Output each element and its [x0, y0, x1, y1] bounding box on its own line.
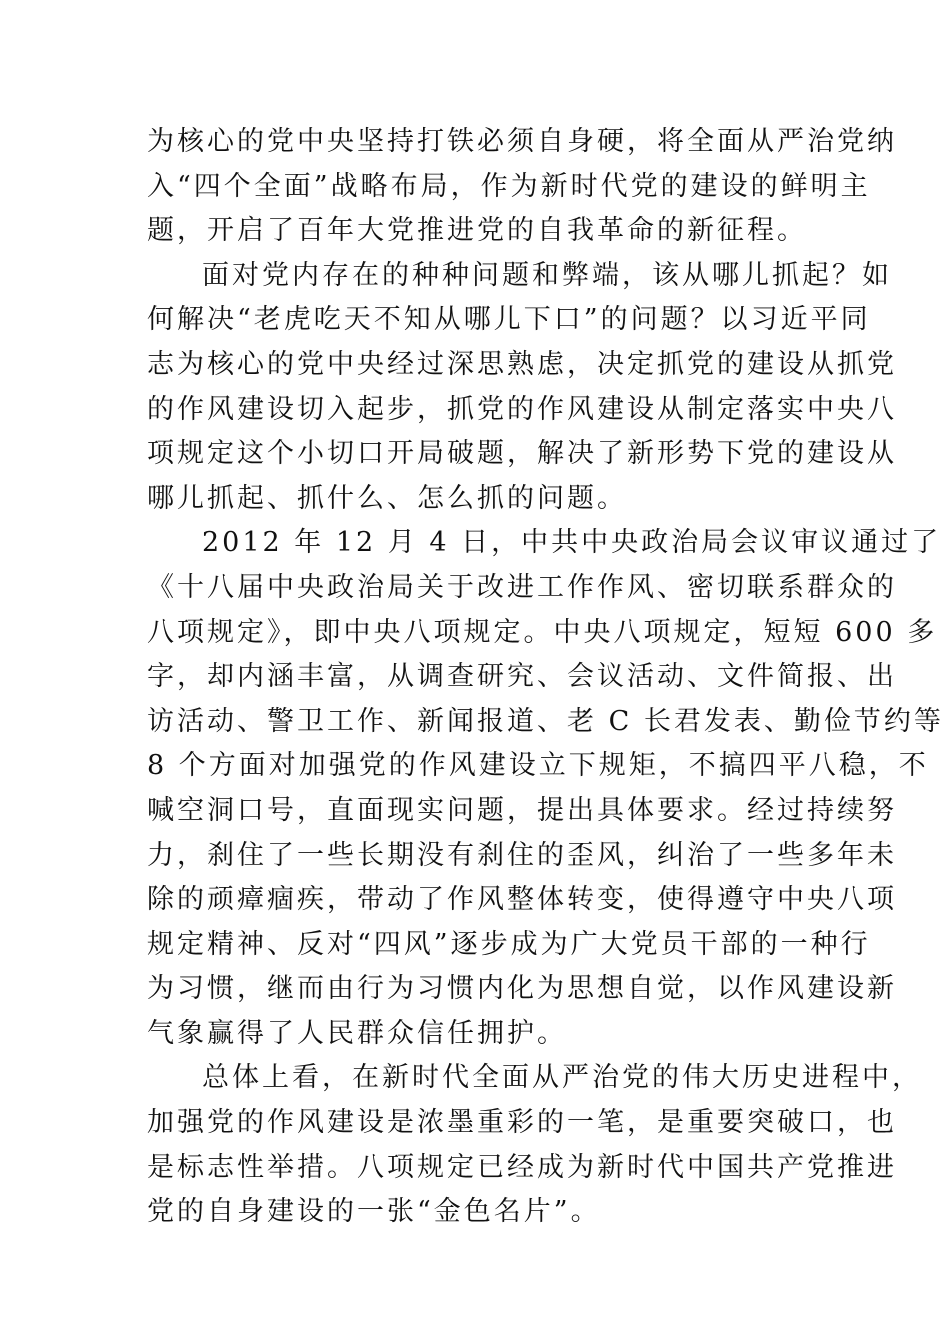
text-line: 力，刹住了一些长期没有刹住的歪风，纠治了一些多年未 [147, 839, 897, 871]
paragraph-start-line: 面对党内存在的种种问题和弊端，该从哪儿抓起？如 [202, 259, 892, 291]
text-line: 字，却内涵丰富，从调查研究、会议活动、文件简报、出 [147, 661, 897, 693]
body-text [147, 120, 944, 1235]
text-line: 题，开启了百年大党推进党的自我革命的新征程。 [147, 215, 807, 247]
text-line: 项规定这个小切口开局破题，解决了新形势下党的建设从 [147, 438, 897, 470]
text-line: 8 个方面对加强党的作风建设立下规矩，不搞四平八稳，不 [147, 750, 929, 782]
text-line: 《十八届中央政治局关于改进工作作风、密切联系群众的 [147, 571, 897, 603]
text-line: 入“四个全面”战略布局，作为新时代党的建设的鲜明主 [147, 170, 871, 202]
text-line: 志为核心的党中央经过深思熟虑，决定抓党的建设从抓党 [147, 348, 897, 380]
text-line: 是标志性举措。八项规定已经成为新时代中国共产党推进 [147, 1151, 897, 1183]
text-line: 气象赢得了人民群众信任拥护。 [147, 1017, 567, 1049]
text-line: 哪儿抓起、抓什么、怎么抓的问题。 [147, 482, 627, 514]
text-line: 八项规定》，即中央八项规定。中央八项规定，短短 600 多 [147, 616, 938, 648]
text-line: 何解决“老虎吃天不知从哪儿下口”的问题？以习近平同 [147, 304, 871, 336]
text-line: 的作风建设切入起步，抓党的作风建设从制定落实中央八 [147, 393, 897, 425]
text-line: 喊空洞口号，直面现实问题，提出具体要求。经过持续努 [147, 794, 897, 826]
text-line: 加强党的作风建设是浓墨重彩的一笔，是重要突破口，也 [147, 1107, 897, 1139]
text-line: 党的自身建设的一张“金色名片”。 [147, 1196, 601, 1228]
paragraph-start-line: 2012 年 12 月 4 日，中共中央政治局会议审议通过了 [202, 527, 942, 559]
paragraph-start-line: 总体上看，在新时代全面从严治党的伟大历史进程中， [202, 1062, 922, 1094]
text-line: 为习惯，继而由行为习惯内化为思想自觉，以作风建设新 [147, 973, 897, 1005]
text-line: 除的顽瘴痼疾，带动了作风整体转变，使得遵守中央八项 [147, 884, 897, 916]
text-line: 为核心的党中央坚持打铁必须自身硬，将全面从严治党纳 [147, 126, 897, 157]
text-line: 规定精神、反对“四风”逐步成为广大党员干部的一种行 [147, 928, 871, 960]
text-line: 访活动、警卫工作、新闻报道、老 C 长君发表、勤俭节约等 [147, 705, 944, 737]
